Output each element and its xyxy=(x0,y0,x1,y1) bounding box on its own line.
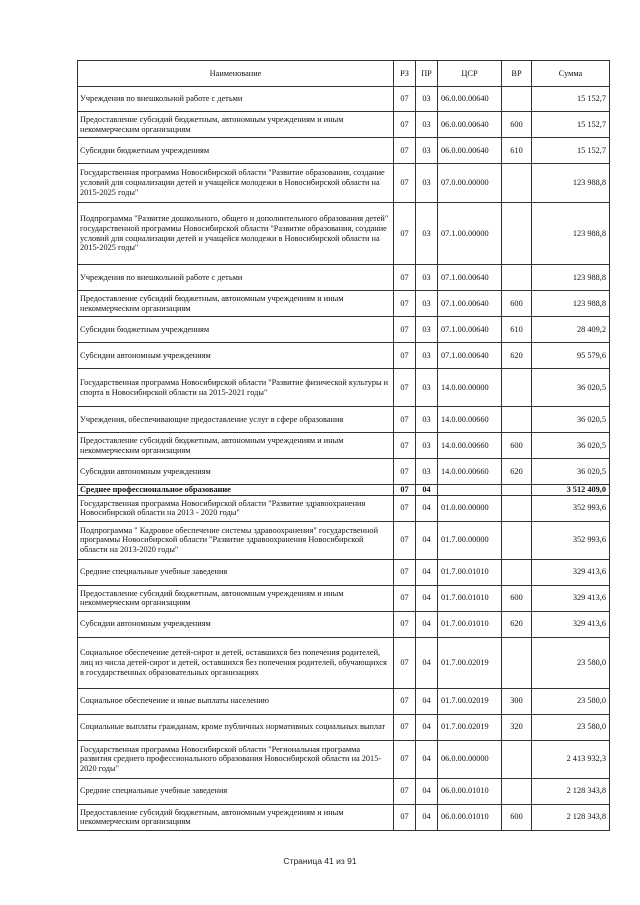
cell-sum: 329 413,6 xyxy=(532,585,610,611)
cell-name: Среднее профессиональное образование xyxy=(78,485,394,496)
cell-vr xyxy=(502,495,532,521)
cell-sum: 28 409,2 xyxy=(532,317,610,343)
cell-rz: 07 xyxy=(394,87,416,112)
cell-pr: 03 xyxy=(416,164,438,203)
cell-pr: 04 xyxy=(416,485,438,496)
table-row xyxy=(78,611,610,637)
cell-name: Субсидии автономным учреждениям xyxy=(78,611,394,637)
header-rz: РЗ xyxy=(394,61,416,87)
cell-vr: 600 xyxy=(502,112,532,138)
cell-name: Субсидии автономным учреждениям xyxy=(78,343,394,369)
cell-pr: 04 xyxy=(416,778,438,804)
cell-rz: 07 xyxy=(394,369,416,407)
cell-rz: 07 xyxy=(394,485,416,496)
cell-csr: 01.0.00.00000 xyxy=(438,495,502,521)
cell-name: Предоставление субсидий бюджетным, автономным учреждениям и иным некоммерческим организациям xyxy=(78,291,394,317)
table-row xyxy=(78,203,610,265)
cell-csr: 06.0.00.01010 xyxy=(438,778,502,804)
cell-name: Подпрограмма "Развитие дошкольного, общего и дополнительного образования детей" государственной программы Новосибирской области "Развитие образования, создание условий для социализации детей и учащейся молодежи в Новосибирской области на 2015-2025 годы" xyxy=(78,203,394,265)
cell-vr xyxy=(502,164,532,203)
cell-csr: 14.0.00.00660 xyxy=(438,433,502,459)
cell-vr xyxy=(502,203,532,265)
table-row xyxy=(78,495,610,521)
cell-rz: 07 xyxy=(394,585,416,611)
cell-rz: 07 xyxy=(394,459,416,485)
cell-vr xyxy=(502,369,532,407)
cell-sum: 352 993,6 xyxy=(532,521,610,559)
cell-pr: 03 xyxy=(416,459,438,485)
cell-name: Учреждения, обеспечивающие предоставление услуг в сфере образования xyxy=(78,407,394,433)
cell-sum: 2 413 932,3 xyxy=(532,740,610,778)
cell-vr: 620 xyxy=(502,611,532,637)
cell-csr xyxy=(438,485,502,496)
cell-vr: 600 xyxy=(502,291,532,317)
cell-sum: 23 580,0 xyxy=(532,714,610,740)
table-row xyxy=(78,407,610,433)
cell-vr xyxy=(502,265,532,291)
cell-name: Средние специальные учебные заведения xyxy=(78,559,394,585)
table-row xyxy=(78,433,610,459)
cell-vr xyxy=(502,778,532,804)
cell-csr: 07.0.00.00000 xyxy=(438,164,502,203)
cell-csr: 01.7.00.02019 xyxy=(438,714,502,740)
cell-sum: 23 580,0 xyxy=(532,637,610,688)
cell-name: Учреждения по внешкольной работе с детьми xyxy=(78,265,394,291)
table-row xyxy=(78,559,610,585)
cell-pr: 03 xyxy=(416,433,438,459)
cell-vr xyxy=(502,485,532,496)
cell-csr: 14.0.00.00000 xyxy=(438,369,502,407)
cell-csr: 01.7.00.01010 xyxy=(438,585,502,611)
cell-sum: 36 020,5 xyxy=(532,407,610,433)
cell-sum: 123 988,8 xyxy=(532,291,610,317)
cell-pr: 03 xyxy=(416,138,438,164)
cell-sum: 15 152,7 xyxy=(532,112,610,138)
cell-name: Учреждения по внешкольной работе с детьми xyxy=(78,87,394,112)
cell-pr: 04 xyxy=(416,714,438,740)
cell-sum: 352 993,6 xyxy=(532,495,610,521)
cell-sum: 2 128 343,8 xyxy=(532,778,610,804)
table-row xyxy=(78,112,610,138)
cell-vr: 600 xyxy=(502,433,532,459)
cell-name: Социальное обеспечение детей-сирот и детей, оставшихся без попечения родителей, лиц из числа детей-сирот и детей, оставшихся без попечения родителей, обучающихся в государственных образовательных организациях xyxy=(78,637,394,688)
table-row xyxy=(78,87,610,112)
cell-pr: 03 xyxy=(416,87,438,112)
cell-rz: 07 xyxy=(394,688,416,714)
cell-name: Государственная программа Новосибирской области "Развитие образования, создание условий для социализации детей и учащейся молодежи в Новосибирской области на 2015-2025 годы" xyxy=(78,164,394,203)
table-row xyxy=(78,343,610,369)
table-row xyxy=(78,369,610,407)
table-row xyxy=(78,317,610,343)
cell-vr: 320 xyxy=(502,714,532,740)
cell-vr: 610 xyxy=(502,138,532,164)
cell-pr: 03 xyxy=(416,369,438,407)
cell-rz: 07 xyxy=(394,611,416,637)
cell-name: Субсидии автономным учреждениям xyxy=(78,459,394,485)
cell-sum: 2 128 343,8 xyxy=(532,804,610,830)
cell-csr: 01.7.00.00000 xyxy=(438,521,502,559)
table-row xyxy=(78,521,610,559)
cell-rz: 07 xyxy=(394,804,416,830)
cell-pr: 04 xyxy=(416,740,438,778)
cell-rz: 07 xyxy=(394,343,416,369)
cell-pr: 03 xyxy=(416,317,438,343)
cell-sum: 95 579,6 xyxy=(532,343,610,369)
cell-csr: 06.0.00.00640 xyxy=(438,87,502,112)
cell-csr: 01.7.00.02019 xyxy=(438,688,502,714)
cell-vr: 610 xyxy=(502,317,532,343)
cell-name: Государственная программа Новосибирской области "Региональная программа развития среднего профессионального образования Новосибирской области на 2015-2020 годы" xyxy=(78,740,394,778)
cell-sum: 123 988,8 xyxy=(532,164,610,203)
cell-csr: 14.0.00.00660 xyxy=(438,407,502,433)
cell-vr xyxy=(502,740,532,778)
cell-name: Социальные выплаты гражданам, кроме публичных нормативных социальных выплат xyxy=(78,714,394,740)
cell-csr: 01.7.00.01010 xyxy=(438,559,502,585)
table-row xyxy=(78,265,610,291)
cell-sum: 15 152,7 xyxy=(532,87,610,112)
cell-name: Средние специальные учебные заведения xyxy=(78,778,394,804)
header-pr: ПР xyxy=(416,61,438,87)
cell-csr: 07.1.00.00640 xyxy=(438,343,502,369)
cell-vr xyxy=(502,637,532,688)
cell-sum: 123 988,8 xyxy=(532,265,610,291)
cell-rz: 07 xyxy=(394,778,416,804)
table-row xyxy=(78,714,610,740)
cell-pr: 04 xyxy=(416,559,438,585)
cell-pr: 04 xyxy=(416,804,438,830)
cell-name: Предоставление субсидий бюджетным, автономным учреждениям и иным некоммерческим организациям xyxy=(78,585,394,611)
cell-pr: 04 xyxy=(416,611,438,637)
cell-name: Государственная программа Новосибирской области "Развитие здравоохранения Новосибирской области на 2013 - 2020 годы" xyxy=(78,495,394,521)
table-row xyxy=(78,291,610,317)
header-name: Наименование xyxy=(78,61,394,87)
cell-rz: 07 xyxy=(394,203,416,265)
table-body xyxy=(78,87,610,831)
cell-sum: 123 988,8 xyxy=(532,203,610,265)
cell-sum: 329 413,6 xyxy=(532,611,610,637)
cell-rz: 07 xyxy=(394,407,416,433)
cell-rz: 07 xyxy=(394,138,416,164)
table-row xyxy=(78,585,610,611)
cell-name: Предоставление субсидий бюджетным, автономным учреждениям и иным некоммерческим организациям xyxy=(78,433,394,459)
cell-rz: 07 xyxy=(394,637,416,688)
header-sum: Сумма xyxy=(532,61,610,87)
cell-rz: 07 xyxy=(394,495,416,521)
cell-sum: 36 020,5 xyxy=(532,369,610,407)
cell-pr: 03 xyxy=(416,265,438,291)
cell-vr: 300 xyxy=(502,688,532,714)
cell-rz: 07 xyxy=(394,164,416,203)
table-row xyxy=(78,637,610,688)
cell-vr xyxy=(502,559,532,585)
cell-pr: 03 xyxy=(416,291,438,317)
cell-rz: 07 xyxy=(394,433,416,459)
cell-name: Субсидии бюджетным учреждениям xyxy=(78,317,394,343)
cell-sum: 23 580,0 xyxy=(532,688,610,714)
cell-sum: 36 020,5 xyxy=(532,433,610,459)
header-vr: ВР xyxy=(502,61,532,87)
cell-rz: 07 xyxy=(394,559,416,585)
cell-rz: 07 xyxy=(394,112,416,138)
cell-pr: 04 xyxy=(416,521,438,559)
cell-csr: 01.7.00.02019 xyxy=(438,637,502,688)
cell-csr: 06.0.00.01010 xyxy=(438,804,502,830)
table-row xyxy=(78,164,610,203)
cell-rz: 07 xyxy=(394,317,416,343)
table-header-row xyxy=(78,61,610,87)
cell-name: Государственная программа Новосибирской области "Развитие физической культуры и спорта в Новосибирской области на 2015-2021 годы" xyxy=(78,369,394,407)
cell-pr: 04 xyxy=(416,585,438,611)
cell-csr: 14.0.00.00660 xyxy=(438,459,502,485)
cell-rz: 07 xyxy=(394,265,416,291)
cell-name: Предоставление субсидий бюджетным, автономным учреждениям и иным некоммерческим организациям xyxy=(78,112,394,138)
cell-pr: 03 xyxy=(416,203,438,265)
cell-vr xyxy=(502,521,532,559)
cell-vr xyxy=(502,407,532,433)
cell-rz: 07 xyxy=(394,740,416,778)
cell-pr: 03 xyxy=(416,343,438,369)
cell-vr xyxy=(502,87,532,112)
cell-csr: 06.0.00.00640 xyxy=(438,138,502,164)
cell-name: Социальное обеспечение и иные выплаты населению xyxy=(78,688,394,714)
cell-sum: 15 152,7 xyxy=(532,138,610,164)
cell-name: Субсидии бюджетным учреждениям xyxy=(78,138,394,164)
cell-name: Подпрограмма " Кадровое обеспечение системы здравоохранения" государственной программы Новосибирской области "Развитие здравоохранения Новосибирской области на 2013-2020 годы" xyxy=(78,521,394,559)
table-row xyxy=(78,688,610,714)
cell-sum: 3 512 409,0 xyxy=(532,485,610,496)
budget-table xyxy=(77,60,610,831)
cell-pr: 04 xyxy=(416,637,438,688)
cell-pr: 03 xyxy=(416,407,438,433)
cell-csr: 06.0.00.00640 xyxy=(438,112,502,138)
cell-vr: 600 xyxy=(502,804,532,830)
cell-rz: 07 xyxy=(394,291,416,317)
cell-name: Предоставление субсидий бюджетным, автономным учреждениям и иным некоммерческим организациям xyxy=(78,804,394,830)
cell-csr: 07.1.00.00000 xyxy=(438,203,502,265)
table-row xyxy=(78,804,610,830)
cell-sum: 36 020,5 xyxy=(532,459,610,485)
header-csr: ЦСР xyxy=(438,61,502,87)
cell-pr: 03 xyxy=(416,112,438,138)
cell-vr: 620 xyxy=(502,459,532,485)
page-number: Страница 41 из 91 xyxy=(283,856,357,866)
table-row xyxy=(78,740,610,778)
cell-csr: 07.1.00.00640 xyxy=(438,291,502,317)
table-row xyxy=(78,459,610,485)
cell-vr: 620 xyxy=(502,343,532,369)
cell-rz: 07 xyxy=(394,714,416,740)
table-row xyxy=(78,138,610,164)
table-row xyxy=(78,778,610,804)
cell-csr: 07.1.00.00640 xyxy=(438,317,502,343)
cell-pr: 04 xyxy=(416,495,438,521)
cell-csr: 07.1.00.00640 xyxy=(438,265,502,291)
cell-csr: 01.7.00.01010 xyxy=(438,611,502,637)
cell-csr: 06.0.00.00000 xyxy=(438,740,502,778)
cell-sum: 329 413,6 xyxy=(532,559,610,585)
table-row xyxy=(78,485,610,496)
cell-vr: 600 xyxy=(502,585,532,611)
cell-rz: 07 xyxy=(394,521,416,559)
cell-pr: 04 xyxy=(416,688,438,714)
